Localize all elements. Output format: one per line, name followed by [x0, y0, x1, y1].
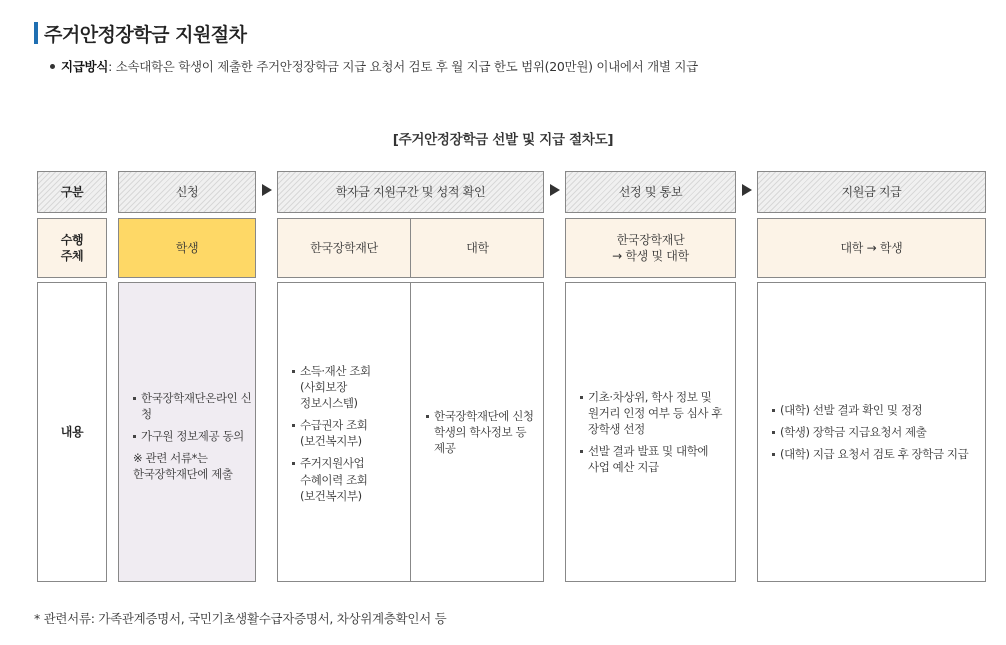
actor-label-cell — [37, 218, 107, 278]
actor-select-line2: → 학생 및 대학 — [612, 249, 689, 263]
bullet-square-icon — [292, 370, 295, 373]
bullet-square-icon — [772, 431, 775, 434]
header-category-label: 구분 — [60, 184, 84, 199]
content-label-cell — [37, 282, 107, 582]
header-step-pay-label: 지원금 지급 — [841, 184, 902, 199]
header-step-select — [565, 171, 736, 213]
list-item — [133, 390, 253, 422]
header-step-pay — [757, 171, 986, 213]
arrow-right-icon — [262, 184, 272, 196]
list-item-text: 선발 결과 발표 및 대학에 사업 예산 지급 — [588, 444, 709, 475]
header-category-cell — [37, 171, 107, 213]
apply-note-line2: 한국장학재단에 제출 — [133, 467, 233, 482]
payment-method-label: 지급방식 — [61, 59, 109, 74]
actor-confirm-b — [411, 218, 544, 278]
bullet-square-icon — [133, 397, 136, 400]
header-step-apply-label: 신청 — [175, 184, 199, 199]
header-step-confirm — [277, 171, 544, 213]
actor-select-cell — [565, 218, 736, 278]
actor-confirm-a — [277, 218, 411, 278]
list-item — [292, 455, 407, 503]
apply-note-line1: ※ 관련 서류*는 — [133, 451, 208, 466]
page-title: 주거안정장학금 지원절차 — [44, 24, 247, 46]
bullet-square-icon — [580, 450, 583, 453]
title-accent-bar — [34, 22, 38, 44]
content-confirm-divider — [410, 282, 411, 582]
list-item — [292, 363, 407, 411]
actor-pay-text: 대학 → 학생 — [840, 240, 903, 255]
bullet-square-icon — [426, 415, 429, 418]
list-item — [772, 402, 984, 418]
actor-label-line2: 주체 — [60, 249, 84, 263]
actor-label-line1: 수행 — [60, 232, 84, 247]
bullet-square-icon — [292, 462, 295, 465]
list-item-text: 한국장학재단온라인 신청 — [141, 391, 252, 422]
list-item-text: 가구원 정보제공 동의 — [141, 429, 244, 444]
list-item — [133, 428, 253, 444]
actor-apply-cell — [118, 218, 256, 278]
content-select — [580, 389, 732, 481]
header-step-apply — [118, 171, 256, 213]
actor-pay-cell — [757, 218, 986, 278]
bullet-square-icon — [772, 453, 775, 456]
list-item — [580, 389, 732, 437]
arrow-right-icon — [550, 184, 560, 196]
payment-method-text: : 소속대학은 학생이 제출한 주거안정장학금 지급 요청서 검토 후 월 지급 한도 범위(20만원) 이내에서 개별 지급 — [108, 59, 698, 74]
list-item-text: (대학) 선발 결과 확인 및 정정 — [780, 403, 923, 417]
bullet-square-icon — [133, 435, 136, 438]
content-confirm-a — [292, 363, 407, 510]
list-item-text: 수급권자 조회 (보건복지부) — [300, 418, 368, 449]
list-item — [772, 446, 984, 462]
diagram-title: [주거안정장학금 선발 및 지급 절차도] — [392, 132, 614, 148]
content-apply — [133, 390, 253, 482]
header-step-select-label: 선정 및 통보 — [618, 184, 683, 199]
list-item-text: (대학) 지급 요청서 검토 후 장학금 지급 — [780, 447, 969, 462]
bullet-square-icon — [772, 409, 775, 412]
list-item-text: 소득·재산 조회 (사회보장 정보시스템) — [300, 364, 371, 411]
actor-confirm-a-text: 한국장학재단 — [310, 240, 378, 255]
payment-method-line — [50, 57, 698, 75]
list-item-text: 한국장학재단에 신청 학생의 학사정보 등 제공 — [434, 409, 534, 456]
arrow-right-icon — [742, 184, 752, 196]
list-item-text: 기초·차상위, 학사 정보 및 원거리 인정 여부 등 심사 후 장학생 선정 — [588, 390, 723, 437]
list-item — [580, 443, 732, 475]
bullet-dot-icon — [50, 64, 55, 69]
actor-apply-text: 학생 — [175, 240, 199, 255]
header-step-confirm-label: 학자금 지원구간 및 성적 확인 — [335, 184, 486, 199]
bullet-square-icon — [292, 424, 295, 427]
list-item — [426, 408, 541, 456]
list-item — [772, 424, 984, 440]
list-item-text: 주거지원사업 수혜이력 조회 (보건복지부) — [300, 456, 368, 503]
actor-select-line1: 한국장학재단 — [616, 232, 685, 247]
list-item-text: (학생) 장학금 지급요청서 제출 — [780, 425, 927, 440]
content-label-text: 내용 — [60, 424, 84, 439]
content-pay — [772, 402, 984, 468]
content-confirm-b — [426, 408, 541, 462]
apply-note — [133, 450, 253, 482]
actor-confirm-b-text: 대학 — [466, 240, 489, 255]
list-item — [292, 417, 407, 449]
footnote: * 관련서류: 가족관계증명서, 국민기초생활수급자증명서, 차상위계층확인서 등 — [34, 611, 447, 626]
bullet-square-icon — [580, 396, 583, 399]
